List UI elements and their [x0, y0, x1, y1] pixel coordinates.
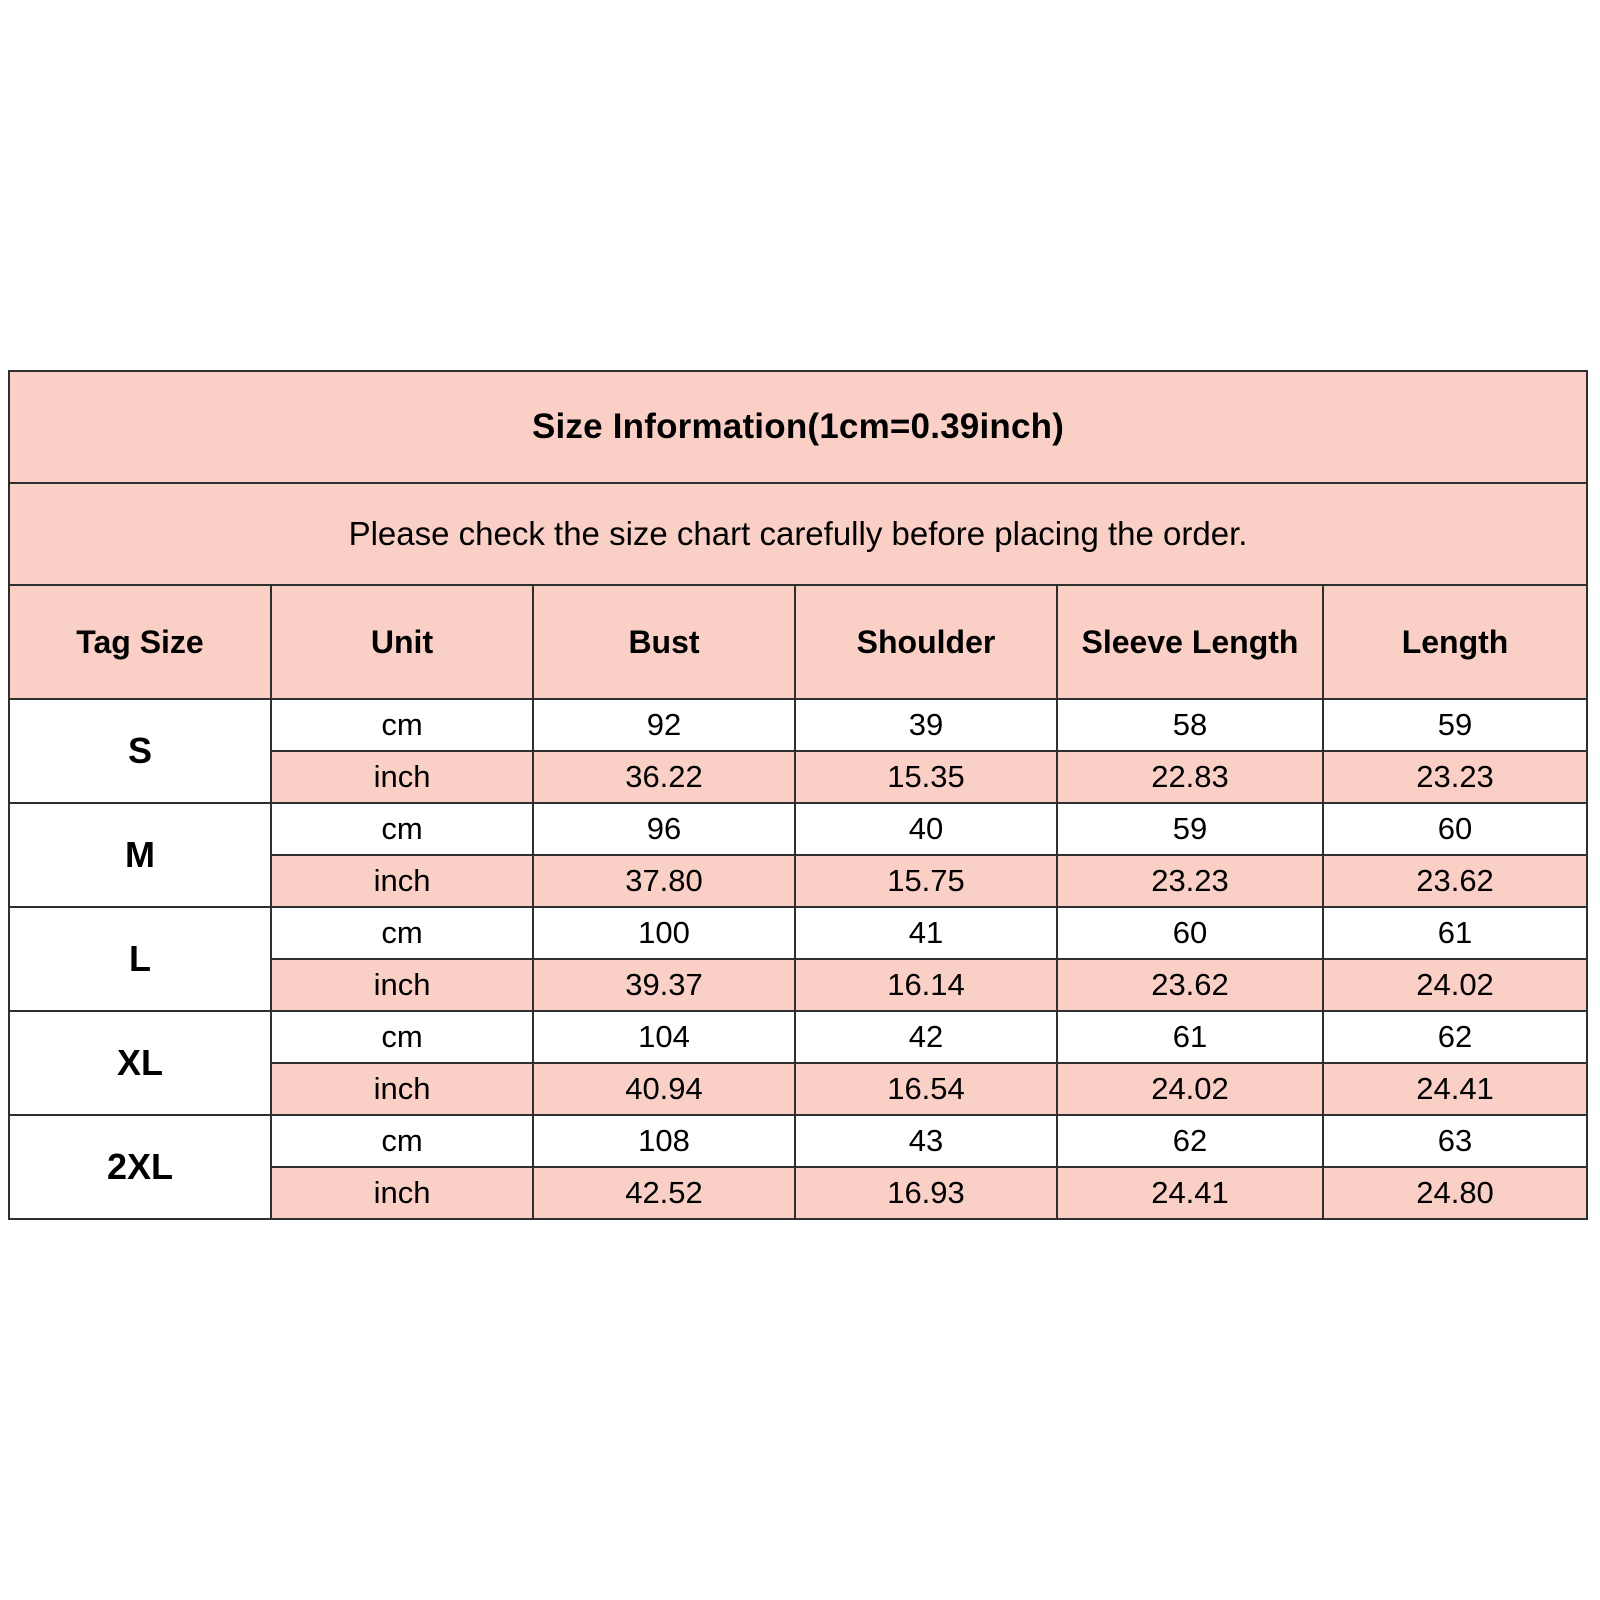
tag-size-xl: XL: [9, 1011, 271, 1115]
table-subtitle-row: [9, 483, 1587, 585]
unit-cm: cm: [271, 699, 533, 751]
table-row: [9, 699, 1587, 751]
unit-cm: cm: [271, 907, 533, 959]
column-header-sleeve-length: Sleeve Length: [1057, 585, 1323, 699]
length-cm: 60: [1323, 803, 1587, 855]
length-inch: 24.02: [1323, 959, 1587, 1011]
bust-inch: 42.52: [533, 1167, 795, 1219]
size-chart: [8, 370, 1586, 1220]
column-header-tag-size: Tag Size: [9, 585, 271, 699]
unit-cm: cm: [271, 803, 533, 855]
unit-inch: inch: [271, 1167, 533, 1219]
column-header-bust: Bust: [533, 585, 795, 699]
chart-subtitle: Please check the size chart carefully before placing the order.: [9, 483, 1587, 585]
unit-inch: inch: [271, 959, 533, 1011]
length-cm: 61: [1323, 907, 1587, 959]
shoulder-inch: 16.54: [795, 1063, 1057, 1115]
table-title-row: [9, 371, 1587, 483]
column-header-unit: Unit: [271, 585, 533, 699]
table-row: [9, 1115, 1587, 1167]
tag-size-l: L: [9, 907, 271, 1011]
bust-cm: 108: [533, 1115, 795, 1167]
sleeve-inch: 22.83: [1057, 751, 1323, 803]
shoulder-cm: 42: [795, 1011, 1057, 1063]
column-header-length: Length: [1323, 585, 1587, 699]
tag-size-m: M: [9, 803, 271, 907]
unit-cm: cm: [271, 1115, 533, 1167]
bust-inch: 37.80: [533, 855, 795, 907]
table-header-row: [9, 585, 1587, 699]
bust-inch: 39.37: [533, 959, 795, 1011]
unit-inch: inch: [271, 751, 533, 803]
chart-title: Size Information(1cm=0.39inch): [9, 371, 1587, 483]
tag-size-2xl: 2XL: [9, 1115, 271, 1219]
length-inch: 24.80: [1323, 1167, 1587, 1219]
column-header-shoulder: Shoulder: [795, 585, 1057, 699]
length-cm: 63: [1323, 1115, 1587, 1167]
shoulder-cm: 40: [795, 803, 1057, 855]
bust-cm: 104: [533, 1011, 795, 1063]
sleeve-cm: 60: [1057, 907, 1323, 959]
unit-inch: inch: [271, 855, 533, 907]
unit-cm: cm: [271, 1011, 533, 1063]
bust-cm: 100: [533, 907, 795, 959]
sleeve-inch: 24.41: [1057, 1167, 1323, 1219]
sleeve-cm: 61: [1057, 1011, 1323, 1063]
table-row: [9, 907, 1587, 959]
length-cm: 62: [1323, 1011, 1587, 1063]
table-row: [9, 1011, 1587, 1063]
shoulder-cm: 39: [795, 699, 1057, 751]
shoulder-cm: 43: [795, 1115, 1057, 1167]
shoulder-cm: 41: [795, 907, 1057, 959]
sleeve-cm: 62: [1057, 1115, 1323, 1167]
shoulder-inch: 15.35: [795, 751, 1057, 803]
bust-cm: 96: [533, 803, 795, 855]
unit-inch: inch: [271, 1063, 533, 1115]
shoulder-inch: 15.75: [795, 855, 1057, 907]
sleeve-inch: 23.23: [1057, 855, 1323, 907]
bust-inch: 40.94: [533, 1063, 795, 1115]
bust-cm: 92: [533, 699, 795, 751]
shoulder-inch: 16.14: [795, 959, 1057, 1011]
sleeve-cm: 58: [1057, 699, 1323, 751]
length-inch: 24.41: [1323, 1063, 1587, 1115]
length-inch: 23.62: [1323, 855, 1587, 907]
table-row: [9, 803, 1587, 855]
bust-inch: 36.22: [533, 751, 795, 803]
length-cm: 59: [1323, 699, 1587, 751]
shoulder-inch: 16.93: [795, 1167, 1057, 1219]
sleeve-inch: 24.02: [1057, 1063, 1323, 1115]
sleeve-inch: 23.62: [1057, 959, 1323, 1011]
tag-size-s: S: [9, 699, 271, 803]
length-inch: 23.23: [1323, 751, 1587, 803]
size-information-table: [8, 370, 1588, 1220]
sleeve-cm: 59: [1057, 803, 1323, 855]
